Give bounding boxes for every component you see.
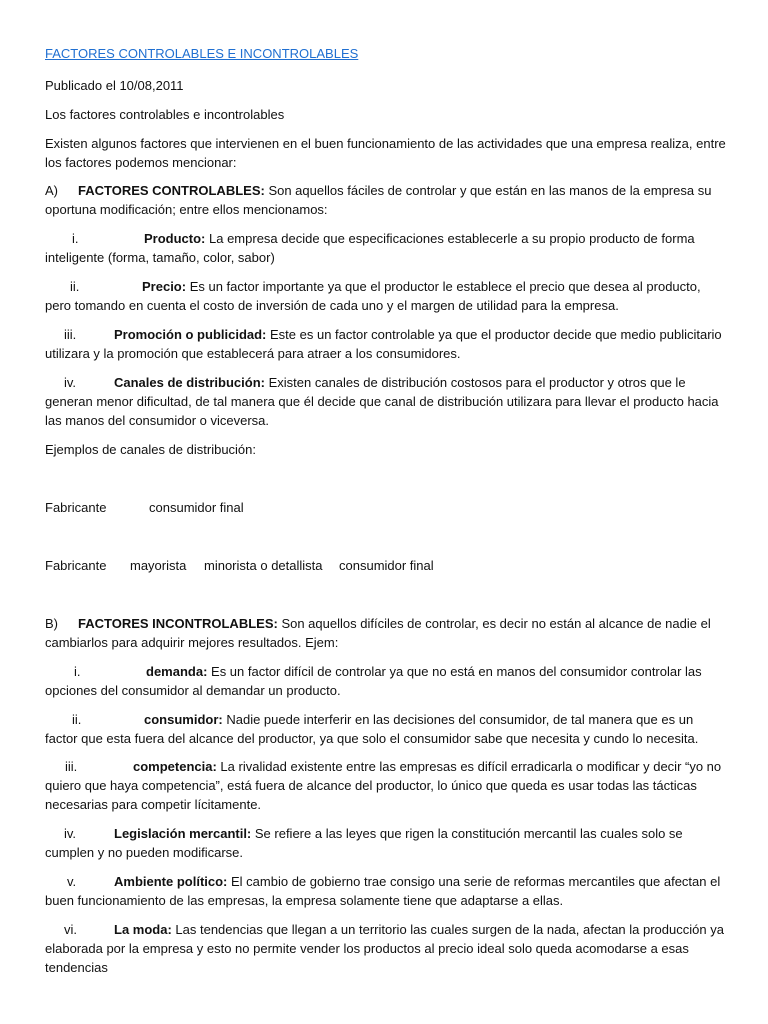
intro-paragraph: Existen algunos factores que intervienen en el buen funcionamiento de las actividades que una empresa realiza, entre los factores podemos mencionar: [45, 136, 726, 170]
item-text: Existen canales de distribución costosos para el productor y otros que le generan menor dificultad, de tal manera que él decide que canal de distribución utilizara para llevar el producto hacia las manos del consumidor o viceversa. [45, 375, 719, 428]
item-text: Las tendencias que llegan a un territorio las cuales surgen de la nada, afectan la producción ya elaborada por la empresa y esto no permite vender los productos al precio ideal solo queda acomodarse a esas tendencias [45, 922, 724, 975]
item-number: iv. [64, 375, 77, 390]
section-b [45, 614, 728, 652]
item-text: El cambio de gobierno trae consigo una serie de reformas mercantiles que afectan el buen funcionamiento de las empresas, la empresa solamente tiene que adaptarse a ellas. [45, 874, 721, 908]
item-text: Se refiere a las leyes que rigen la constitución mercantil las cuales solo se cumplen y no pueden modificarse. [45, 826, 683, 860]
item-term: consumidor: [144, 712, 223, 727]
document-title-link[interactable]: FACTORES CONTROLABLES E INCONTROLABLES [45, 46, 359, 61]
item-term: Legislación mercantil: [114, 826, 252, 841]
item-number: vi. [64, 922, 77, 937]
chain-step: Fabricante [45, 500, 107, 515]
section-b-text: Son aquellos difíciles de controlar, es decir no están al alcance de nadie el cambiarlos para adquirir mejores resultados. Ejem: [45, 616, 711, 650]
item-text: Es un factor difícil de controlar ya que no está en manos del consumidor controlar las opciones del consumidor al demandar un producto. [45, 664, 702, 698]
item-text: Nadie puede interferir en las decisiones del consumidor, de tal manera que es un factor que esta fuera del alcance del productor, ya que solo el consumidor sabe que necesita y cundo lo necesita. [45, 712, 699, 746]
controllable-item [45, 229, 728, 267]
section-a-marker: A) [45, 183, 58, 198]
item-number: v. [67, 874, 77, 889]
item-number: i. [74, 664, 81, 679]
uncontrollable-item [45, 872, 728, 910]
chain-step: consumidor final [149, 500, 244, 515]
item-term: Producto: [144, 231, 206, 246]
item-text: La empresa decide que especificaciones establecerle a su propio producto de forma inteligente (forma, tamaño, color, sabor) [45, 231, 695, 265]
section-a-heading: FACTORES CONTROLABLES: [78, 183, 265, 198]
uncontrollable-item [45, 662, 728, 700]
item-text: La rivalidad existente entre las empresas es difícil erradicarla o modificar y decir “yo no quiero que haya competencia”, está fuera de alcance del productor, lo único que queda es usar todas las tácticas necesarias para competir lícitamente. [45, 759, 722, 812]
item-number: iv. [64, 826, 77, 841]
item-term: competencia: [133, 759, 217, 774]
item-term: Promoción o publicidad: [114, 327, 267, 342]
controllable-item [45, 325, 728, 363]
uncontrollable-item [45, 757, 728, 814]
section-a [45, 181, 728, 219]
subtitle: Los factores controlables e incontrolables [45, 107, 285, 122]
item-number: ii. [70, 279, 80, 294]
item-term: Ambiente político: [114, 874, 228, 889]
item-term: Canales de distribución: [114, 375, 265, 390]
uncontrollable-item [45, 824, 728, 862]
section-a-text: Son aquellos fáciles de controlar y que están en las manos de la empresa su oportuna modificación; entre ellos mencionamos: [45, 183, 712, 217]
item-term: Precio: [142, 279, 187, 294]
section-b-marker: B) [45, 616, 58, 631]
item-text: Este es un factor controlable ya que el productor decide que medio publicitario utilizara y la promoción que establecerá para atraer a los consumidores. [45, 327, 722, 361]
item-term: La moda: [114, 922, 172, 937]
examples-label: Ejemplos de canales de distribución: [45, 442, 257, 457]
chain-step: mayorista [130, 558, 187, 573]
item-number: ii. [72, 712, 82, 727]
section-b-heading: FACTORES INCONTROLABLES: [78, 616, 278, 631]
controllable-item [45, 373, 728, 430]
publish-date: Publicado el 10/08,2011 [45, 78, 184, 93]
chain-step: minorista o detallista [204, 558, 323, 573]
uncontrollable-item [45, 920, 728, 977]
item-number: i. [72, 231, 79, 246]
item-number: iii. [65, 759, 78, 774]
chain-step: Fabricante [45, 558, 107, 573]
item-text: Es un factor importante ya que el productor le establece el precio que desea al producto, pero tomando en cuenta el costo de inversión de cada uno y el margen de utilidad para la empresa. [45, 279, 701, 313]
item-term: demanda: [146, 664, 208, 679]
item-number: iii. [64, 327, 77, 342]
controllable-item [45, 277, 728, 315]
chain-step: consumidor final [339, 558, 434, 573]
uncontrollable-item [45, 710, 728, 748]
